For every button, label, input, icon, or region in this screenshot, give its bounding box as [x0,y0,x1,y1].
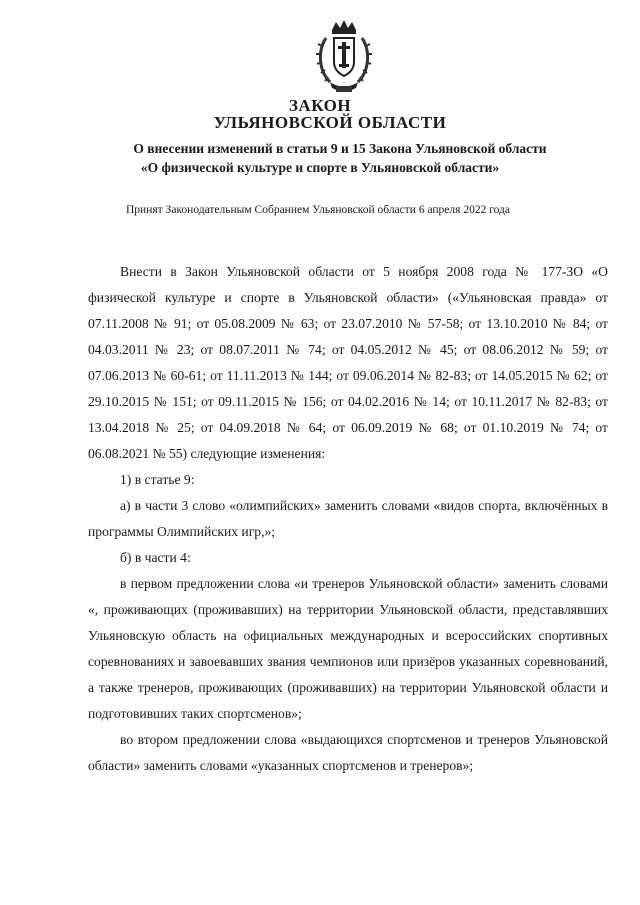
doc-subtitle-line1: О внесении изменений в статьи 9 и 15 Закона Ульяновской области [133,141,547,156]
coat-of-arms-icon [312,16,376,94]
paragraph-item-1b: б) в части 4: [120,550,191,565]
paragraph-intro: Внести в Закон Ульяновской области от 5 ноября 2008 года № 177-ЗО «О физической культуре и спорте в Ульяновской области» («Ульяновская правда» от 07.11.2008 № 91; от 05.08.2009 № 63; от 23.07.2010 № 57-58; от 13.10.2010 № 84; от 04.03.2011 № 23; от 08.07.2011 № 74; от 04.05.2012 № 45; от 08.06.2012 № 59; от 07.06.2013 № 60-61; от 11.11.2013 № 144; от 09.06.2014 № 82-83; от 14.05.2015 № 62; от 29.10.2015 № 151; от 09.11.2015 № 156; от 04.02.2016 № 14; от 10.11.2017 № 82-83; от 13.04.2018 № 25; от 04.09.2018 № 64; от 06.09.2019 № 68; от 01.10.2019 № 74; от 06.08.2021 № 55) следующие изменения: [88,264,608,461]
document-body [88,259,608,779]
paragraph-item-1a: а) в части 3 слово «олимпийских» заменить словами «видов спорта, включённых в программы Олимпийских игр,»; [88,498,608,539]
paragraph-first-sentence: в первом предложении слова «и тренеров Ульяновской области» заменить словами «, проживающих (проживавших) на территории Ульяновской области, представлявших Ульяновскую область на официальных международных и всероссийских спортивных соревнованиях и завоевавших звания чемпионов или призёров указанных соревнований, а также тренеров, проживающих (проживавших) на территории Ульяновской области и подготовивших таких спортсменов»; [88,576,608,721]
doc-title: ЗАКОН [288,96,352,115]
adoption-note: Принят Законодательным Собранием Ульяновской области 6 апреля 2022 года [126,204,510,216]
paragraph-item-1: 1) в статье 9: [120,472,195,487]
doc-title-region: УЛЬЯНОВСКОЙ ОБЛАСТИ [213,113,447,132]
paragraph-second-sentence: во втором предложении слова «выдающихся спортсменов и тренеров Ульяновской области» заменить словами «указанных спортсменов и тренеров»; [88,732,608,773]
doc-subtitle-line2: «О физической культуре и спорте в Ульяновской области» [140,160,500,175]
